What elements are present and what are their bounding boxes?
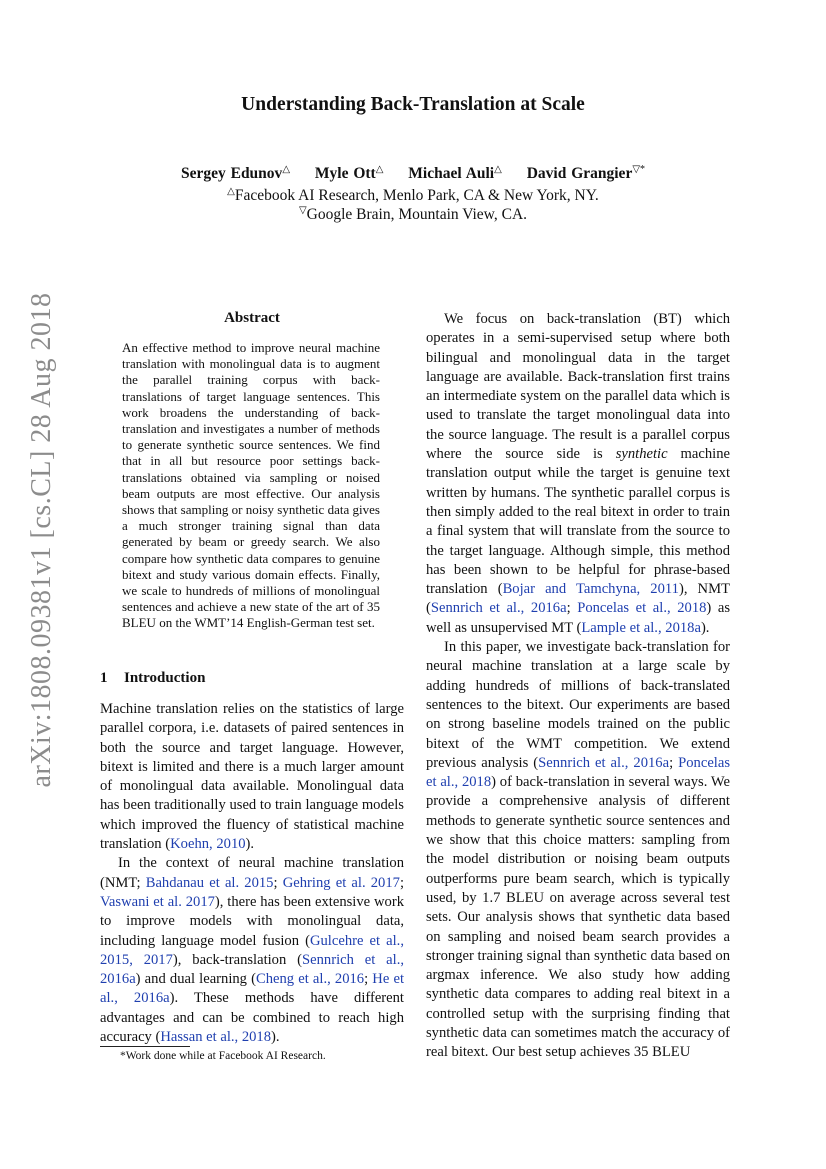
abstract-text: An effective method to improve neural machine translation with monolingual data is to augment the parallel training corpus with back-translations of target language sentences. This work broadens the understanding of back-translation and investigates a number of methods to generate synthetic source sentences. We find that in all but resource poor settings back-translations obtained via sampling or noised beam outputs are most effective. Our analysis shows that sampling or noisy synthetic data gives a much stronger training signal than data generated by beam or greedy search. We also compare how synthetic data compares to genuine bitext and study various domain effects. Finally, we scale to hundreds of millions of monolingual sentences and achieve a new state of the art of 35 BLEU on the WMT’14 English-German test set. [122,340,380,631]
abstract-heading: Abstract [224,310,280,326]
citation-link[interactable]: Poncelas et al., 2018 [426,754,731,791]
citation-link[interactable]: Sennrich et al., 2016a [100,951,404,988]
footnote: *Work done while at Facebook AI Research. [120,1050,326,1062]
author: Michael Auli△ [408,164,502,183]
citation-link[interactable]: Sennrich et al., 2016a [430,600,567,617]
arxiv-stamp-text: arXiv:1808.09381v1 [cs.CL] 28 Aug 2018 [26,292,57,788]
left-column [100,700,404,1047]
citation-link[interactable]: Poncelas et al., 2018 [577,600,707,617]
citation-link[interactable]: Lample et al., 2018a [581,619,701,636]
citation-link[interactable]: Sennrich et al., 2016a [538,754,670,771]
citation-link[interactable]: Hassan et al., 2018 [160,1029,272,1046]
paragraph: In this paper, we investigate back-translation for neural machine translation at a large scale by adding hundreds of millions of back-translated sentences to the bitext. Our experiments are based on strong baseline models trained on the public bitext of the WMT competition. We extend previous analysis (Sennrich et al., 2016a; Poncelas et al., 2018) of back-translation in several ways. We provide a comprehensive analysis of different methods to generate synthetic source sentences and we show that this choice matters: sampling from the model distribution or noising beam outputs outperforms pure beam search, which is typically used, by 1.7 BLEU on average across several test sets. Our analysis shows that synthetic data based on sampling and noised beam search provides a stronger training signal than synthetic data based on argmax inference. We also study how adding synthetic data compares to adding real bitext in a controlled setup with the surprising finding that synthetic data can sometimes match the accuracy of real bitext. Our best setup achieves 35 BLEU [426,639,731,1061]
paragraph: We focus on back-translation (BT) which operates in a semi-supervised setup where both bilingual and monolingual data in the target language are available. Back-translation first trains an intermediate system on the parallel data which is used to translate the target monolingual data into the source language. The result is a parallel corpus where the source side is synthetic machine translation output while the target is genuine text written by humans. The synthetic parallel corpus is then simply added to the real bitext in order to train a final system that will translate from the source to the target language. Although simple, this method has been shown to be helpful for phrase-based translation (Bojar and Tamchyna, 2011), NMT (Sennrich et al., 2016a; Poncelas et al., 2018) as well as unsupervised MT (Lample et al., 2018a). [426,311,731,636]
citation-link[interactable]: He et al., 2016a [100,971,404,1007]
affiliation: ▽Google Brain, Mountain View, CA. [298,205,528,224]
citation-link[interactable]: Bojar and Tamchyna, 2011 [502,581,679,598]
author-list [0,164,826,183]
right-column [426,310,730,1063]
citation-link[interactable]: Cheng et al., 2016 [256,971,365,988]
section-heading [100,670,205,687]
section-number: 1 [100,670,108,686]
paragraph: Machine translation relies on the statistics of large parallel corpora, i.e. datasets of paired sentences in both the source and target language. However, bitext is limited and there is a much larger amount of monolingual data available. Monolingual data has been traditionally used to train language models which improved the fluency of statistical machine translation (Koehn, 2010). [100,701,404,853]
section-title: Introduction [124,670,206,686]
citation-link[interactable]: Gehring et al. 2017 [282,874,400,891]
author: Myle Ott△ [314,164,384,183]
citation-link[interactable]: Gulcehre et al., 2015, 2017 [100,932,404,968]
paper-title: Understanding Back-Translation at Scale [241,94,585,115]
citation-link[interactable]: Koehn, 2010 [170,836,246,853]
arxiv-stamp [18,292,66,788]
citation-link[interactable]: Bahdanau et al. 2015 [145,874,274,891]
citation-link[interactable]: Vaswani et al. 2017 [100,893,215,910]
author: Sergey Edunov△ [180,164,291,183]
author: David Grangier▽* [526,164,646,183]
affiliation: △Facebook AI Research, Menlo Park, CA & New York, NY. [227,186,599,205]
footnote-rule [100,1046,190,1047]
paragraph: In the context of neural machine translation (NMT; Bahdanau et al. 2015; Gehring et al. 2017; Vaswani et al. 2017), there has been extensive work to improve models with monolingual data, including language model fusion (Gulcehre et al., 2015, 2017), back-translation (Sennrich et al., 2016a) and dual learning (Cheng et al., 2016; He et al., 2016a). These methods have different advantages and can be combined to reach high accuracy (Hassan et al., 2018). [100,855,405,1046]
